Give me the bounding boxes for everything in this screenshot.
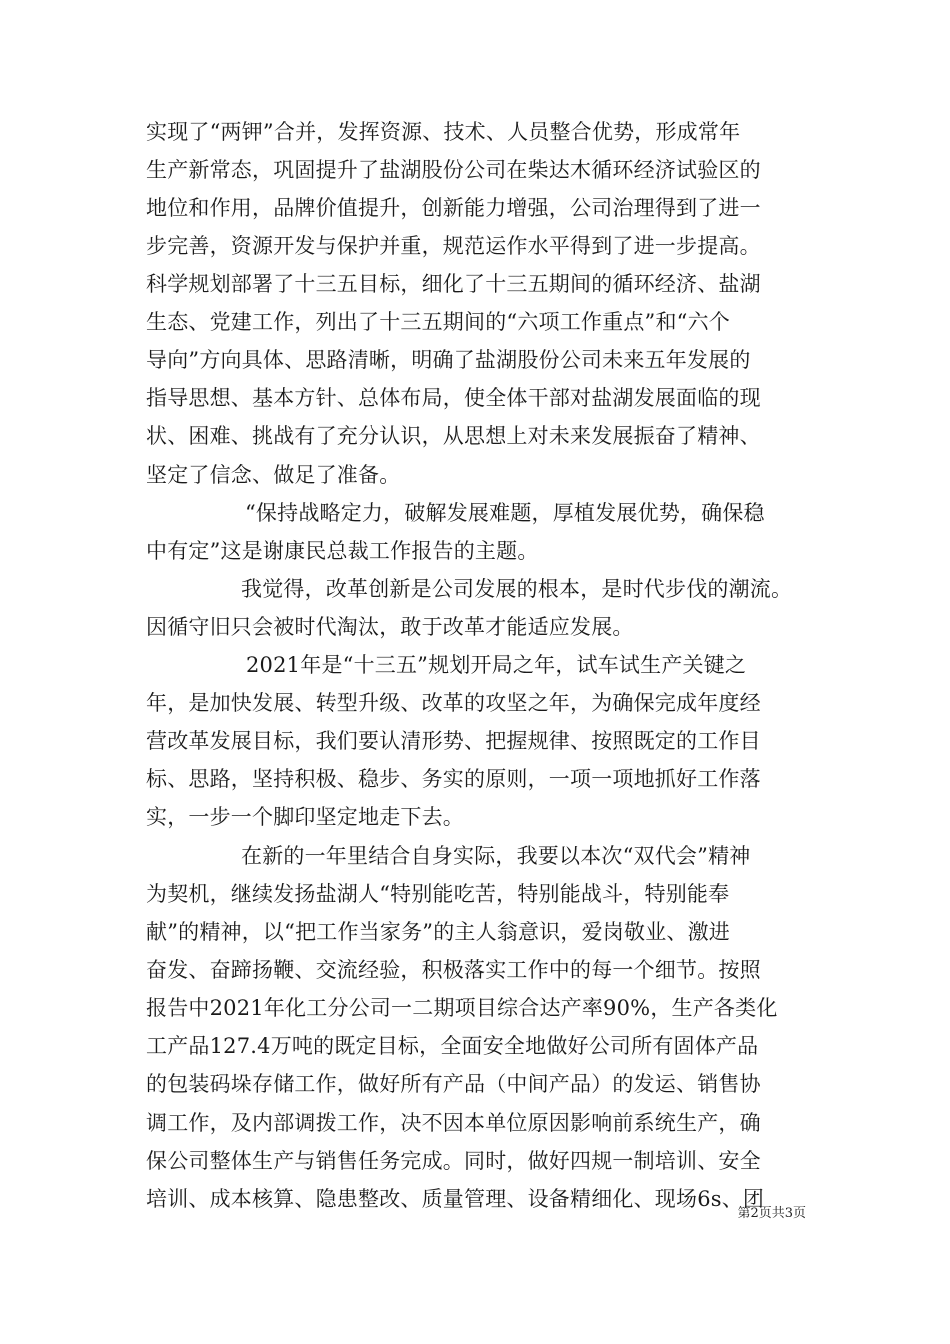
text-line: 保公司整体生产与销售任务完成。同时，做好四规一制培训、安全 (146, 1149, 761, 1173)
text-line: 坚定了信念、做足了准备。 (146, 463, 401, 487)
text-line: 科学规划部署了十三五目标，细化了十三五期间的循环经济、盐湖 (146, 272, 761, 296)
text-line: 生态、党建工作，列出了十三五期间的“六项工作重点”和“六个 (146, 310, 731, 334)
text-line: 培训、成本核算、隐患整改、质量管理、设备精细化、现场6s、团 (146, 1187, 765, 1211)
text-line: 中有定”这是谢康民总裁工作报告的主题。 (146, 539, 539, 563)
text-line: 生产新常态，巩固提升了盐湖股份公司在柴达木循环经济试验区的 (146, 158, 761, 182)
text-line: 导向”方向具体、思路清晰，明确了盐湖股份公司未来五年发展的 (146, 348, 751, 372)
text-line: 实现了“两钾”合并，发挥资源、技术、人员整合优势，形成常年 (146, 120, 741, 144)
text-line: 的包装码垛存储工作，做好所有产品（中间产品）的发运、销售协 (146, 1072, 761, 1096)
text-line: 2021年是“十三五”规划开局之年，试车试生产关键之 (246, 653, 747, 677)
text-line: 因循守旧只会被时代淘汰，敢于改革才能适应发展。 (146, 615, 634, 639)
text-line: 报告中2021年化工分公司一二期项目综合达产率90%，生产各类化 (146, 996, 778, 1020)
text-line: 指导思想、基本方针、总体布局，使全体干部对盐湖发展面临的现 (146, 386, 761, 410)
text-line: 工产品127.4万吨的既定目标，全面安全地做好公司所有固体产品 (146, 1034, 759, 1058)
text-line: 奋发、奋蹄扬鞭、交流经验，积极落实工作中的每一个细节。按照 (146, 958, 761, 982)
text-line: 年，是加快发展、转型升级、改革的攻坚之年，为确保完成年度经 (146, 691, 761, 715)
text-line: 地位和作用，品牌价值提升，创新能力增强，公司治理得到了进一 (146, 196, 761, 220)
text-line: 在新的一年里结合自身实际，我要以本次“双代会”精神 (241, 844, 751, 868)
text-line: 标、思路，坚持积极、稳步、务实的原则，一项一项地抓好工作落 (146, 767, 761, 791)
text-line: “保持战略定力，破解发展难题，厚植发展优势，确保稳 (245, 501, 765, 525)
text-line: 我觉得，改革创新是公司发展的根本，是时代步伐的潮流。 (241, 577, 793, 601)
text-line: 实，一步一个脚印坚定地走下去。 (146, 805, 464, 829)
page-number: 第2页共3页 (737, 1206, 806, 1221)
text-line: 为契机，继续发扬盐湖人“特别能吃苦，特别能战斗，特别能奉 (146, 882, 730, 906)
text-line: 调工作，及内部调拨工作，决不因本单位原因影响前系统生产，确 (146, 1111, 761, 1135)
text-line: 状、困难、挑战有了充分认识，从思想上对未来发展振奋了精神、 (146, 424, 761, 448)
text-line: 步完善，资源开发与保护并重，规范运作水平得到了进一步提高。 (146, 234, 761, 258)
text-line: 营改革发展目标，我们要认清形势、把握规律、按照既定的工作目 (146, 729, 761, 753)
text-line: 献”的精神，以“把工作当家务”的主人翁意识，爱岗敬业、激进 (146, 920, 731, 944)
